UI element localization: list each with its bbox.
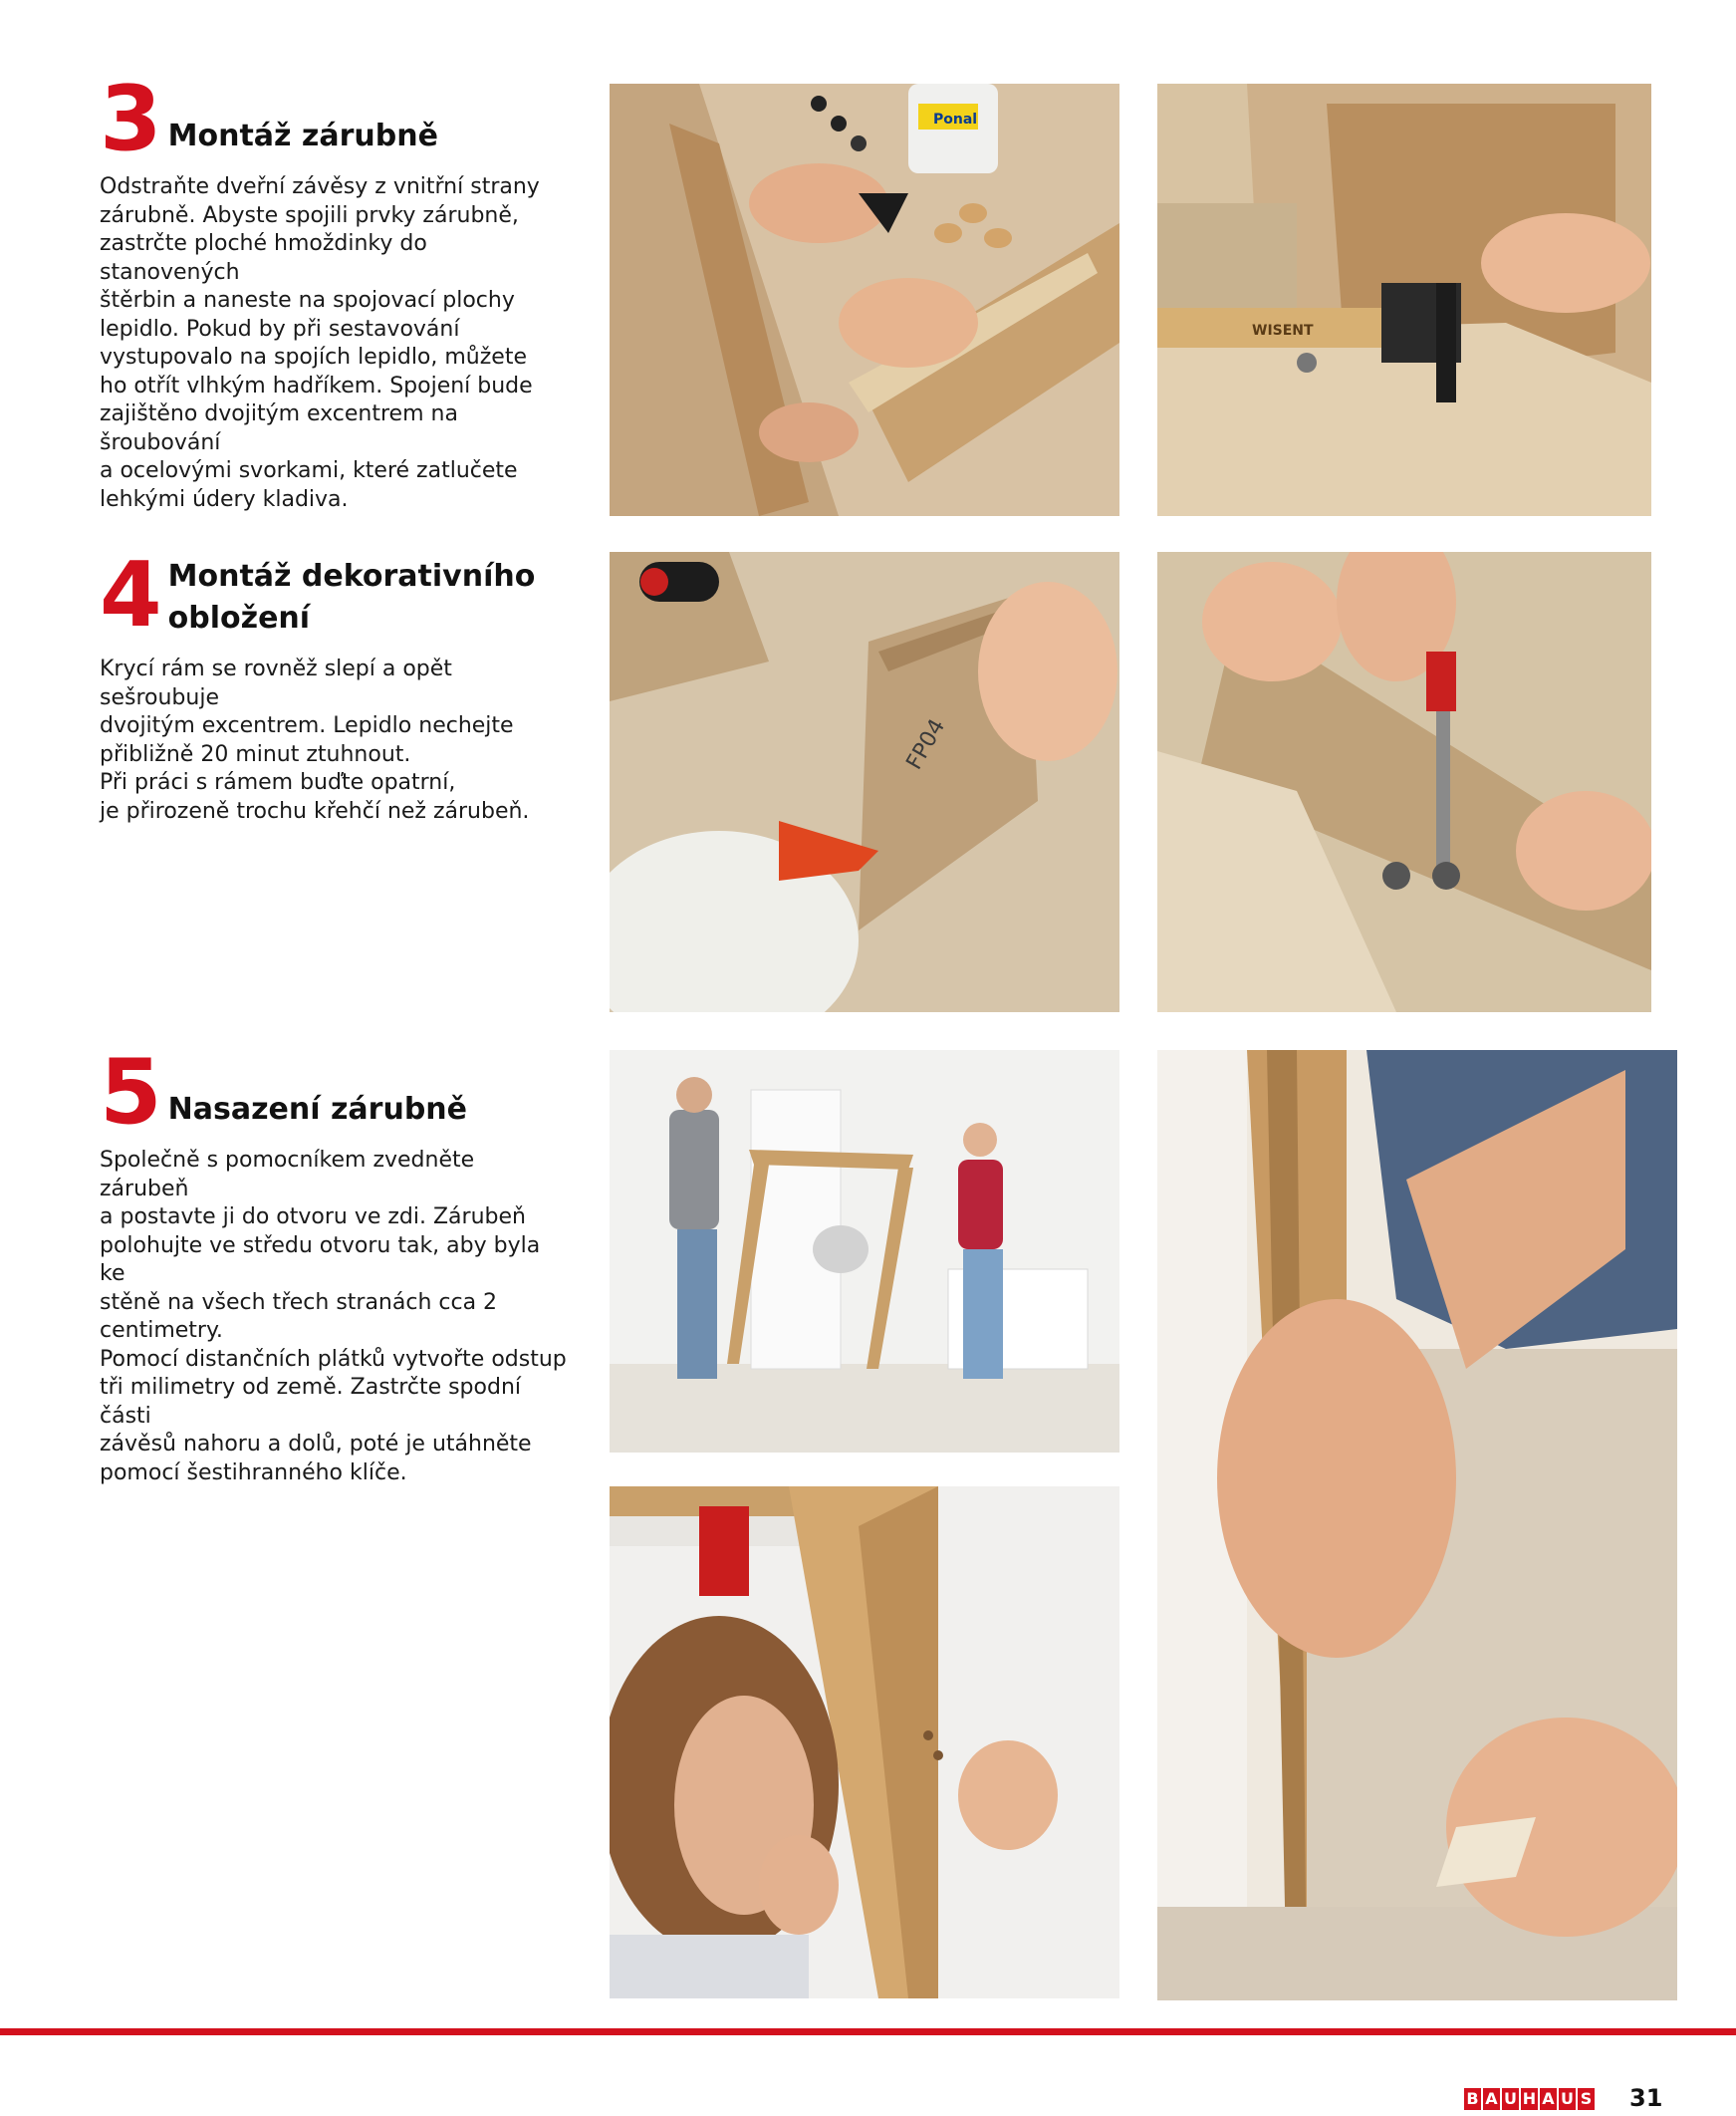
step-description: Odstraňte dveřní závěsy z vnitřní strany zárubně. Abyste spojili prvky zárubně, zastrčte ploché hmoždinky do stanovených štěrbin a naneste na spojovací plochy lepidlo. Pokud by při sestavování vystupovalo na spojích lepidlo, můžete ho otřít vlhkým hadříkem. Spojení bude zajištěno dvojitým excentrem na šroubování a ocelovými svorkami, které zatlučete lehkými údery kladiva.	[100, 174, 540, 512]
step-3	[100, 67, 568, 514]
footer-rule	[0, 2028, 1736, 2035]
step-description: Společně s pomocníkem zvedněte zárubeň a postavte ji do otvoru ve zdi. Zárubeň polohujte ve středu otvoru tak, aby byla ke stěně na všech třech stranách cca 2 centimetry. Pomocí distančních plátků vytvořte odstup tři milimetry od země. Zastrčte spodní části závěsů nahoru a dolů, poté je utáhněte pomocí šestihranného klíče.	[100, 1148, 567, 1485]
photo-hammering-clamp	[1157, 84, 1651, 516]
step-title: Nasazení zárubně	[167, 1092, 468, 1127]
logo-letter: S	[1578, 2088, 1595, 2110]
step-4-heading	[100, 543, 568, 648]
photo-door-frame-closeup	[1157, 1050, 1677, 2000]
page-number: 31	[1629, 2084, 1663, 2112]
logo-letter: A	[1540, 2088, 1557, 2110]
photo-screwing-decorative-frame	[1157, 552, 1651, 1012]
photo-glue-decorative-frame	[610, 552, 1119, 1012]
step-number: 4	[100, 543, 160, 648]
step-5	[100, 1040, 568, 1487]
photo-gluing-frame	[610, 84, 1119, 516]
step-5-heading	[100, 1040, 568, 1145]
hammer-label: WISENT	[1252, 323, 1314, 339]
step-title: Montáž dekorativního obložení	[167, 559, 536, 636]
step-4	[100, 543, 568, 826]
logo-letter: A	[1483, 2088, 1500, 2110]
bauhaus-logo	[1464, 2088, 1595, 2110]
step-3-heading	[100, 67, 568, 171]
frame-mark: FP04	[901, 714, 951, 774]
step-number: 5	[100, 1040, 160, 1145]
step-number: 3	[100, 67, 160, 171]
photo-lifting-door-frame	[610, 1050, 1119, 1453]
step-description: Krycí rám se rovněž slepí a opět sešroubuje dvojitým excentrem. Lepidlo nechejte přibližně 20 minut ztuhnout. Při práci s rámem buďte opatrní, je přirozeně trochu křehčí než zárubeň.	[100, 657, 530, 824]
logo-letter: H	[1522, 2089, 1537, 2108]
step-title: Montáž zárubně	[167, 119, 438, 153]
logo-letter: U	[1504, 2089, 1517, 2108]
logo-letter: B	[1464, 2088, 1481, 2110]
photo-marking-hinge-holes	[610, 1486, 1119, 1998]
glue-bottle-label: Ponal	[933, 112, 978, 128]
logo-letter: U	[1561, 2089, 1574, 2108]
